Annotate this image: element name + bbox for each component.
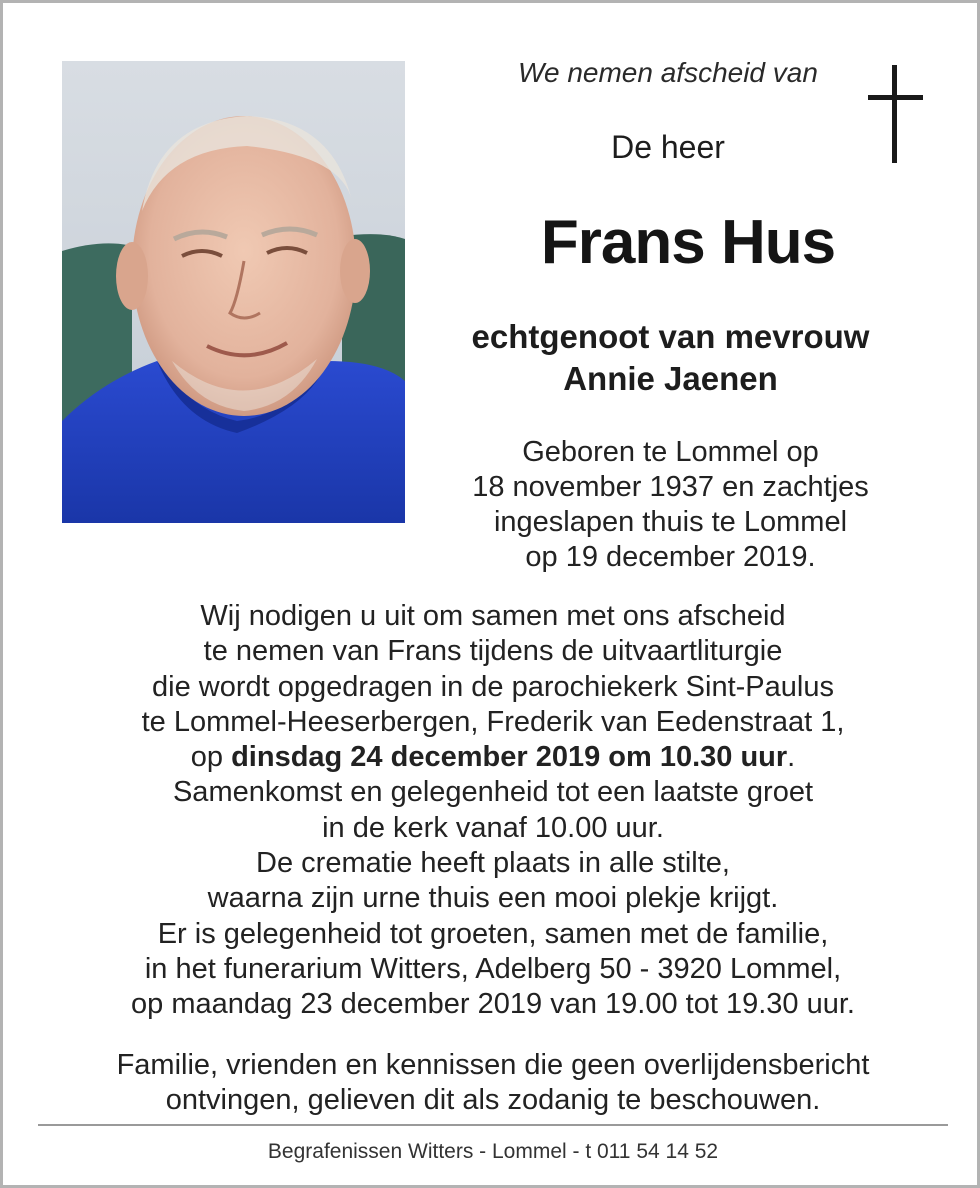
divider [38, 1124, 948, 1126]
birth-line: Geboren te Lommel op [522, 436, 819, 468]
closing-line: ontvingen, gelieven dit als zodanig te beschouwen. [165, 1084, 821, 1116]
invitation-line: te nemen van Frans tijdens de uitvaartliturgie [203, 635, 783, 668]
portrait-image [62, 61, 405, 523]
portrait-photo [62, 61, 405, 523]
invitation-line: De crematie heeft plaats in alle stilte, [256, 847, 730, 880]
date-prefix: op [190, 741, 232, 774]
birth-line: op 19 december 2019. [525, 541, 816, 573]
date-suffix: . [787, 741, 796, 774]
deceased-name: Frans Hus [540, 208, 836, 277]
invitation-line: Samenkomst en gelegenheid tot een laatste groet [172, 776, 814, 809]
invitation-line: Wij nodigen u uit om samen met ons afscheid [200, 600, 786, 632]
spouse-line: echtgenoot van mevrouw [471, 318, 870, 355]
invitation-line: in de kerk vanaf 10.00 uur. [322, 811, 664, 844]
birth-line: ingeslapen thuis te Lommel [493, 506, 848, 538]
closing-line: Familie, vrienden en kennissen die geen overlijdensbericht [116, 1049, 870, 1081]
intro-text: We nemen afscheid van [518, 57, 818, 88]
honorific-title: De heer [611, 129, 725, 165]
invitation-line-date [3, 740, 980, 775]
invitation-line: die wordt opgedragen in de parochiekerk Sint-Paulus [152, 670, 834, 703]
invitation-line: in het funerarium Witters, Adelberg 50 - 3920 Lommel, [144, 952, 842, 985]
invitation-line: waarna zijn urne thuis een mooi plekje krijgt. [207, 882, 779, 915]
funeral-home-footer: Begrafenissen Witters - Lommel - t 011 54 14 52 [267, 1140, 719, 1163]
invitation-line: Er is gelegenheid tot groeten, samen met de familie, [157, 917, 829, 950]
funeral-date: dinsdag 24 december 2019 om 10.30 uur [231, 741, 788, 774]
spouse-line: Annie Jaenen [563, 360, 778, 397]
invitation-line: op maandag 23 december 2019 van 19.00 tot 19.30 uur. [131, 988, 855, 1021]
closing-note [3, 1048, 980, 1118]
birth-line: 18 november 1937 en zachtjes [472, 471, 869, 503]
spouse-info [433, 316, 908, 400]
invitation-text [3, 599, 980, 1023]
birth-death-info [433, 435, 908, 575]
invitation-line: te Lommel-Heeserbergen, Frederik van Eedenstraat 1, [141, 705, 845, 738]
